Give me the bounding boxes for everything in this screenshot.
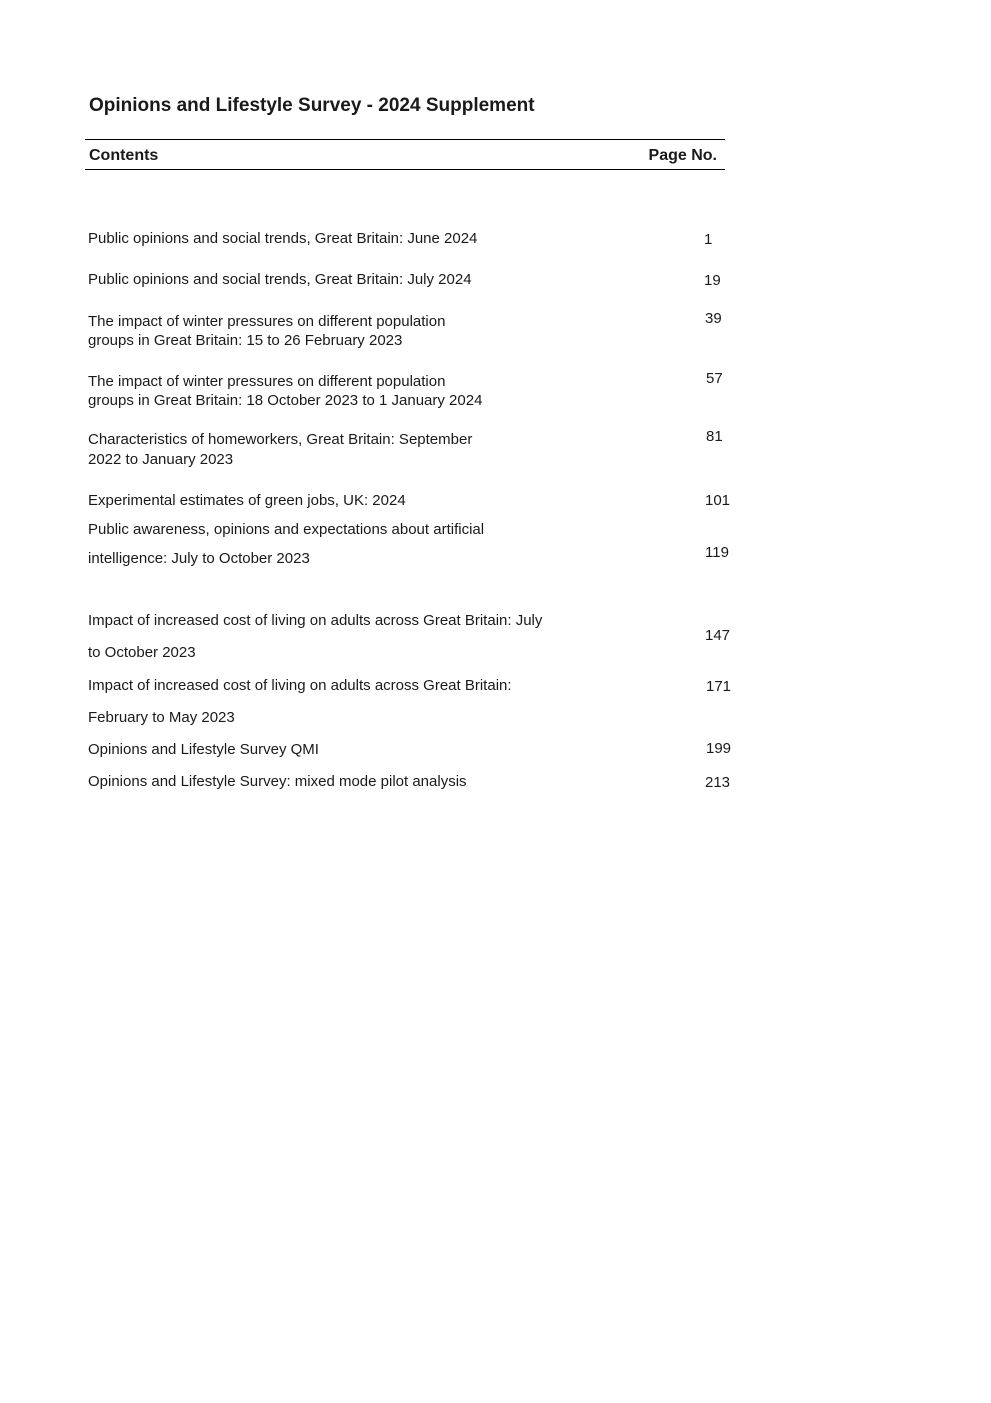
toc-entry-title: groups in Great Britain: 15 to 26 February 2023 <box>88 332 403 349</box>
contents-label: Contents <box>89 147 159 164</box>
toc-entry-page: 57 <box>706 370 723 387</box>
toc-entry-title: Impact of increased cost of living on adults across Great Britain: July <box>88 612 543 629</box>
page-number-label: Page No. <box>648 147 717 164</box>
toc-entry-title: The impact of winter pressures on different population <box>88 373 446 390</box>
toc-entry-title: Public opinions and social trends, Great Britain: July 2024 <box>88 271 472 288</box>
toc-entry-page: 1 <box>704 231 713 248</box>
toc-entry-title: Public awareness, opinions and expectations about artificial <box>88 521 485 538</box>
toc-entry-title: February to May 2023 <box>88 709 235 726</box>
contents-header <box>85 139 725 170</box>
toc-entry-title: Opinions and Lifestyle Survey QMI <box>88 741 319 758</box>
toc-entry-title: intelligence: July to October 2023 <box>88 550 310 567</box>
toc-entry-title: to October 2023 <box>88 644 196 661</box>
toc-entry-page: 101 <box>705 492 731 509</box>
toc-entry-page: 213 <box>705 774 731 791</box>
toc-entry-page: 39 <box>705 310 722 327</box>
toc-entry-page: 81 <box>706 428 723 445</box>
toc-entry-title: Opinions and Lifestyle Survey: mixed mode pilot analysis <box>88 773 467 790</box>
toc-entry-page: 147 <box>705 627 731 644</box>
toc-entry-page: 171 <box>706 678 732 695</box>
toc-entry-title: 2022 to January 2023 <box>88 451 234 468</box>
toc-entry-title: Characteristics of homeworkers, Great Britain: September <box>88 431 473 448</box>
toc-entry-title: groups in Great Britain: 18 October 2023 to 1 January 2024 <box>88 392 483 409</box>
toc-entry-title: Experimental estimates of green jobs, UK: 2024 <box>88 492 406 509</box>
toc-entry-title: Public opinions and social trends, Great Britain: June 2024 <box>88 230 478 247</box>
toc-entry-page: 119 <box>705 544 729 561</box>
toc-entry-page: 199 <box>706 740 732 757</box>
toc-entry-title: Impact of increased cost of living on adults across Great Britain: <box>88 677 512 694</box>
toc-entry-title: The impact of winter pressures on different population <box>88 313 446 330</box>
toc-entry-page: 19 <box>704 272 721 289</box>
page-title: Opinions and Lifestyle Survey - 2024 Supplement <box>89 95 535 116</box>
